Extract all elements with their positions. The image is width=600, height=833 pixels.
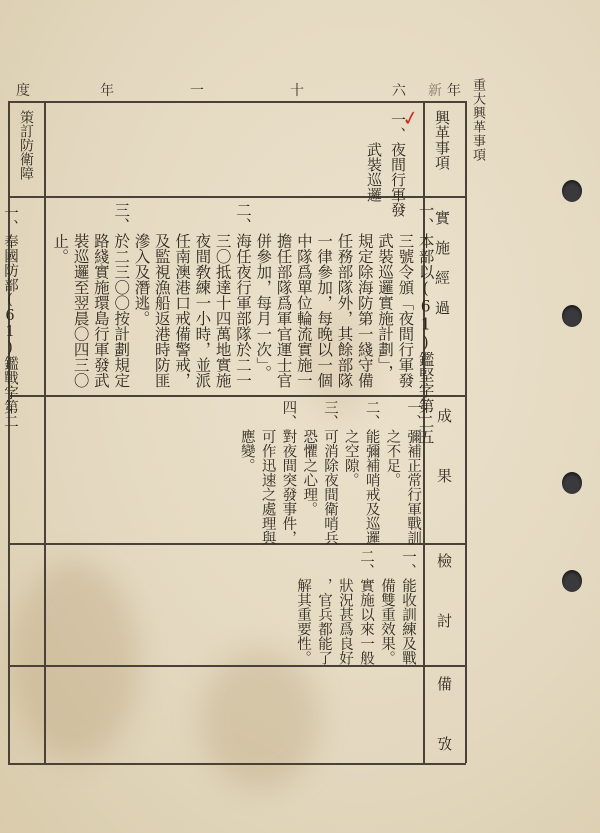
header-year-char: 年: [100, 83, 114, 99]
header-year-char: 度: [16, 83, 30, 99]
reform-header: 興革事項: [433, 110, 451, 170]
binding-hole: [562, 570, 582, 592]
implementation-content: 一、本部以(61)鑑堅字第二五 三號令頒「夜間行軍發 武裝巡邏實施計劃」， 規定除海防第一綫守備 任務部隊外，其餘部隊 一律參加，每晚以一個 中隊爲單位輪流實施一 擔任部隊爲軍官運士官 併參加，每月一次」。 二、海任夜行軍部隊於二一 三〇抵達十四萬地實施 夜間敎練一小時，並派 任南澳港口戒備警戒， 及監視漁船返港時防匪 滲入及潛逃。 三、於二三〇〇按計劃規定 路綫實施環島行軍發武 裝巡邏至翌晨〇四三〇 止。: [51, 202, 435, 445]
table-rule: [44, 101, 46, 763]
results-header: 成 果: [435, 408, 453, 483]
table-rule: [465, 101, 467, 763]
header-year-char: 年: [447, 83, 461, 99]
header-year-char: 十: [290, 83, 304, 99]
table-rule: [8, 101, 466, 103]
notes-header: 備 攷: [435, 676, 453, 751]
header-year-char: 六: [392, 83, 406, 99]
header-year-char: 一: [190, 83, 204, 99]
binding-hole: [562, 472, 582, 494]
review-header: 檢 討: [435, 553, 453, 628]
plan-content: 一、奉國防部(61)鑑戰字第二: [2, 205, 18, 429]
review-content: 一、能收訓練及戰 備雙重效果。 二、實施以來一般 狀況甚爲良好 ，官兵都能了 解其重要性。: [295, 549, 416, 665]
implementation-header: 實 施 經 過: [433, 210, 451, 315]
results-content: 一、彌補正常行軍戰訓 之不足。 二、能彌補哨戒及巡邏 之空隙。 三、可消除夜間衛哨兵 恐懼之心理。 四、對夜間突發事件， 可作迅速之處理與 應變。: [238, 400, 422, 545]
red-check-mark: ✓: [400, 104, 421, 132]
margin-label: 重大興革事項: [470, 78, 485, 162]
binding-hole: [562, 180, 582, 202]
stain: [200, 650, 320, 790]
header-tab-char: 新: [428, 83, 442, 99]
binding-hole: [562, 305, 582, 327]
stain: [10, 560, 140, 760]
reform-content: 一、夜間行軍發 武裝巡邏: [365, 112, 407, 217]
table-rule: [8, 665, 466, 667]
table-rule: [8, 101, 10, 763]
table-rule: [8, 763, 466, 765]
plan-header: 策訂防衛障: [18, 110, 34, 180]
